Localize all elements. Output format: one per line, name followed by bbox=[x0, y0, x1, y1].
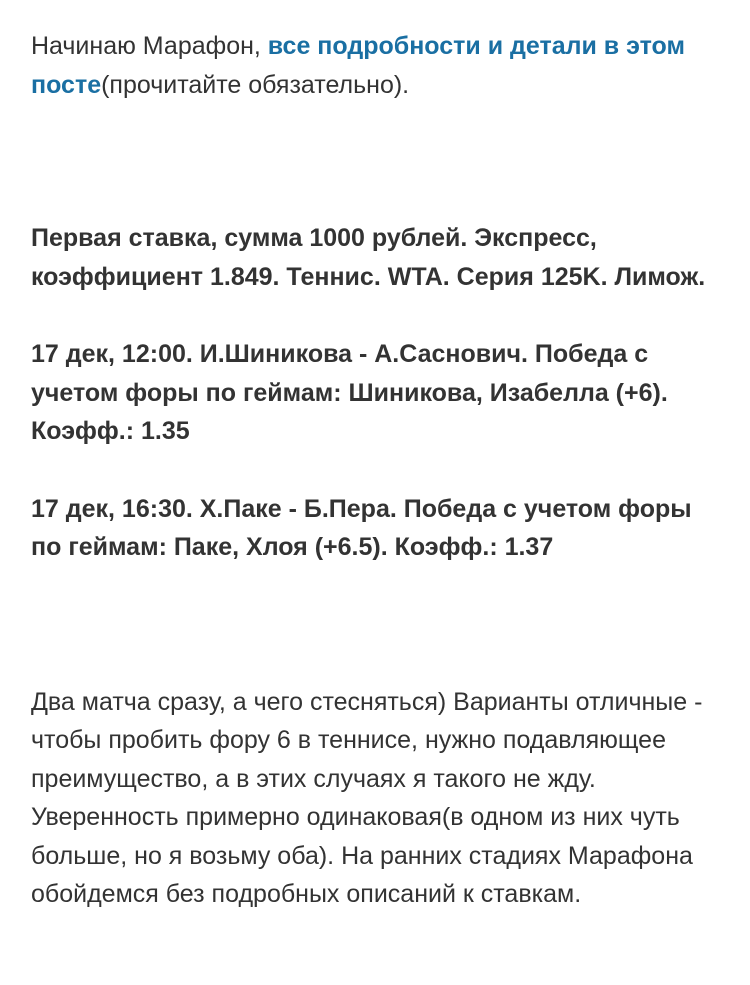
match-2-details: 17 дек, 16:30. Х.Паке - Б.Пера. Победа с учетом форы по геймам: Паке, Хлоя (+6.5). Коэфф.: 1.37 bbox=[31, 494, 692, 561]
spacer bbox=[31, 104, 721, 219]
comment-paragraph: Два матча сразу, а чего стесняться) Варианты отличные - чтобы пробить фору 6 в теннисе, нужно подавляющее преимущество, а в этих случаях я такого не жду. Уверенность примерно одинаковая(в одном из них чуть больше, но я возьму оба). На ранних стадиях Марафона обойдемся без подробных описаний к ставкам. bbox=[31, 687, 703, 908]
intro-prefix: Начинаю Марафон, bbox=[31, 32, 268, 60]
bet-summary: Первая ставка, сумма 1000 рублей. Экспресс, коэффициент 1.849. Теннис. WTA. Серия 125K. Лимож. bbox=[31, 224, 706, 291]
intro-suffix: (прочитайте обязательно). bbox=[101, 70, 410, 99]
match-1-details: 17 дек, 12:00. И.Шиникова - А.Саснович. Победа с учетом форы по геймам: Шиникова, Изабелла (+6). Коэфф.: 1.35 bbox=[31, 340, 668, 445]
post-body bbox=[31, 27, 721, 914]
post-details-link[interactable]: все подробности и детали в этом посте bbox=[31, 32, 685, 99]
spacer bbox=[31, 451, 721, 490]
spacer bbox=[31, 296, 721, 335]
intro-paragraph bbox=[31, 27, 721, 104]
spacer bbox=[31, 567, 721, 683]
